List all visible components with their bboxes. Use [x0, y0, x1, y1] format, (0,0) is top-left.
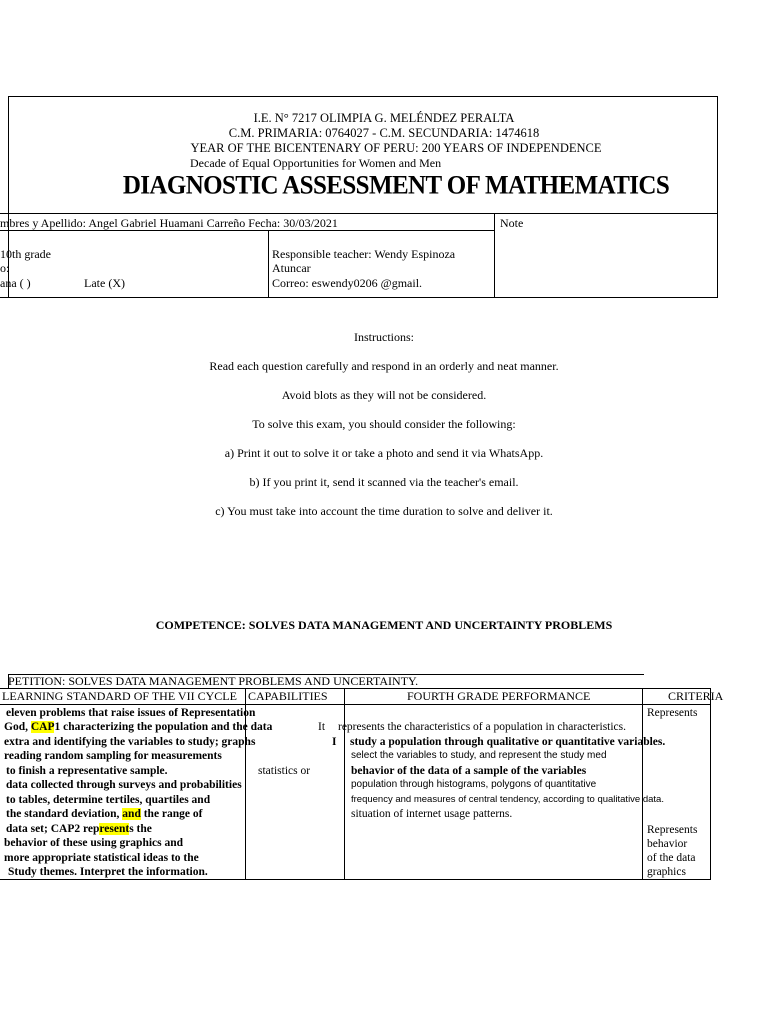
standard-line: eleven problems that raise issues of Representation: [6, 707, 256, 719]
student-name-date: mbres y Apellido: Angel Gabriel Huamani Carreño Fecha: 30/03/2021: [0, 216, 338, 230]
standard-text: 1 characterizing the population and the data: [54, 721, 273, 733]
table-header-bottom: [0, 704, 711, 705]
decade-line: Decade of Equal Opportunities for Women and Men: [190, 156, 442, 170]
criteria-text: Represents: [647, 707, 698, 719]
instructions-heading: Instructions:: [354, 330, 414, 344]
shift-late: Late (X): [84, 276, 125, 290]
criteria-text: graphics: [647, 866, 686, 878]
standard-text: s the: [129, 823, 152, 835]
capabilities-text: I: [332, 736, 337, 748]
performance-line: study a population through qualitative or quantitative variables.: [350, 736, 666, 748]
standard-text: data set; CAP2 rep: [6, 823, 100, 835]
cap1-highlight: CAP: [30, 721, 55, 733]
instruction-line: Read each question carefully and respond in an orderly and neat manner.: [209, 359, 559, 373]
section-label: o:: [0, 261, 10, 275]
petition-row: PETITION: SOLVES DATA MANAGEMENT PROBLEMS AND UNCERTAINTY.: [8, 674, 419, 688]
teacher-label-cont: Atuncar: [272, 261, 311, 275]
standard-line: data collected through surveys and probabilities: [6, 779, 242, 791]
note-label: Note: [500, 216, 524, 230]
capabilities-text: statistics or: [258, 765, 311, 777]
criteria-text: behavior: [647, 838, 688, 850]
capabilities-text: It: [318, 721, 326, 733]
performance-line: represents the characteristics of a population in characteristics.: [338, 721, 627, 733]
teacher-email: Correo: eswendy0206 @gmail.: [272, 276, 423, 290]
table-col-divider-3: [642, 688, 643, 880]
bicentenary-line: YEAR OF THE BICENTENARY OF PERU: 200 YEARS OF INDEPENDENCE: [190, 141, 602, 155]
criteria-text: Represents: [647, 824, 698, 836]
standard-text: the standard deviation,: [6, 808, 123, 820]
note-col-divider: [494, 213, 495, 298]
performance-line: behavior of the data of a sample of the variables: [351, 765, 587, 777]
header-capabilities: CAPABILITIES: [248, 689, 328, 703]
standard-line: more appropriate statistical ideas to the: [4, 852, 199, 864]
header-border-bottom: [0, 297, 718, 298]
standard-line: behavior of these using graphics and: [4, 837, 184, 849]
grade-label: 10th grade: [0, 247, 51, 261]
performance-line: select the variables to study, and represent the study med: [351, 750, 607, 761]
table-border-right: [710, 688, 711, 880]
standard-line: extra and identifying the variables to study; graphs: [4, 736, 256, 748]
header-performance: FOURTH GRADE PERFORMANCE: [407, 689, 591, 703]
instruction-line: b) If you print it, send it scanned via the teacher's email.: [249, 475, 519, 489]
table-col-divider-2: [344, 688, 345, 880]
competence-heading: COMPETENCE: SOLVES DATA MANAGEMENT AND UNCERTAINTY PROBLEMS: [155, 618, 613, 632]
performance-line: situation of internet usage patterns.: [351, 808, 513, 820]
teacher-label: Responsible teacher: Wendy Espinoza: [272, 247, 456, 261]
standard-line: [4, 720, 272, 735]
and-highlight: and: [122, 808, 141, 820]
header-standard: LEARNING STANDARD OF THE VII CYCLE: [2, 689, 237, 703]
standard-text: God,: [4, 721, 31, 733]
performance-line: frequency and measures of central tendency, according to qualitative data.: [351, 794, 664, 805]
standard-line: Study themes. Interpret the information.: [8, 866, 208, 878]
header-divider: [0, 213, 718, 214]
school-name: I.E. N° 7217 OLIMPIA G. MELÉNDEZ PERALTA: [253, 111, 515, 125]
criteria-text: of the data: [647, 852, 696, 864]
standard-line: to finish a representative sample.: [6, 765, 168, 777]
standard-line: to tables, determine tertiles, quartiles and: [6, 794, 211, 806]
school-codes: C.M. PRIMARIA: 0764027 - C.M. SECUNDARIA: 1474618: [228, 126, 540, 140]
standard-line: [6, 822, 152, 837]
standard-text: the range of: [140, 808, 203, 820]
performance-line: population through histograms, polygons of quantitative: [351, 779, 597, 790]
instruction-line: c) You must take into account the time duration to solve and deliver it.: [215, 504, 553, 518]
page-title: DIAGNOSTIC ASSESSMENT OF MATHEMATICS: [122, 171, 670, 200]
standard-line: [6, 807, 202, 822]
instruction-line: Avoid blots as they will not be considered.: [281, 388, 487, 402]
standard-line: reading random sampling for measurements: [4, 750, 222, 762]
shift-morning: ana ( ): [0, 276, 31, 290]
instruction-line: a) Print it out to solve it or take a photo and send it via WhatsApp.: [224, 446, 544, 460]
instruction-line: To solve this exam, you should consider the following:: [252, 417, 516, 431]
header-criteria: CRITERIA: [668, 689, 724, 703]
resent-highlight: resent: [99, 823, 130, 835]
teacher-col-divider: [268, 230, 269, 298]
header-border-top: [8, 96, 718, 97]
